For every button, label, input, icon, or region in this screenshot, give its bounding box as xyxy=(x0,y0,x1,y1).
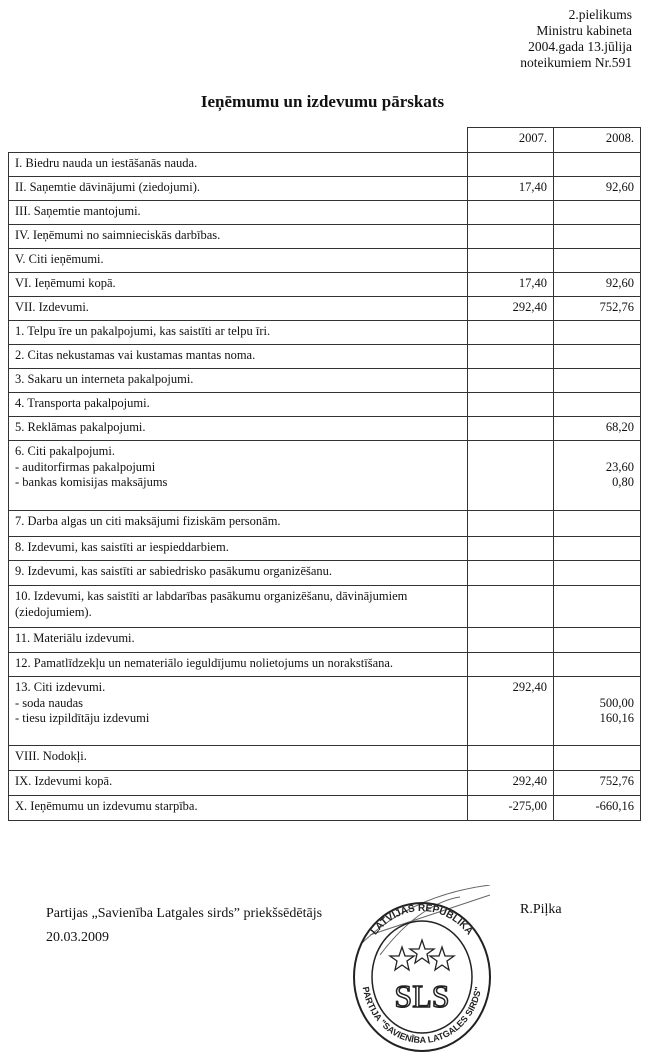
cell-text: 10. Izdevumi, kas saistīti ar labdarības pasākumu organizēšanu, dāvinājumiem (ziedojumiem). xyxy=(15,589,408,619)
cell-text: 68,20 xyxy=(605,420,634,434)
cell-text xyxy=(474,324,547,340)
table-row xyxy=(9,345,641,369)
value-2007 xyxy=(468,297,554,321)
table-row xyxy=(9,561,641,586)
cell-text xyxy=(560,372,634,388)
value-2008 xyxy=(554,225,641,249)
value-2008 xyxy=(554,417,641,441)
value-2007 xyxy=(468,511,554,537)
cell-text: 9. Izdevumi, kas saistīti ar sabiedrisko pasākumu organizēšanu. xyxy=(15,564,333,578)
value-2008 xyxy=(554,586,641,628)
value-2008 xyxy=(554,273,641,297)
cell-text: 500,00 xyxy=(599,695,634,710)
cell-text xyxy=(474,696,547,712)
cell-text xyxy=(474,475,547,491)
cell-text xyxy=(474,514,547,530)
column-2007: 2007. xyxy=(468,128,554,153)
cell-text xyxy=(474,749,547,765)
value-2007 xyxy=(468,537,554,561)
cell-text xyxy=(560,564,634,580)
value-2008 xyxy=(554,153,641,177)
cell-text xyxy=(474,564,547,580)
cell-text xyxy=(560,680,634,696)
value-2007 xyxy=(468,273,554,297)
cell-text: 17,40 xyxy=(518,276,547,290)
table-row xyxy=(9,273,641,297)
signature-block xyxy=(46,902,322,950)
table-row xyxy=(9,393,641,417)
value-2007 xyxy=(468,393,554,417)
cell-text xyxy=(560,656,634,672)
cell-text: - bankas komisijas maksājums xyxy=(15,475,168,489)
cell-text xyxy=(560,396,634,412)
cell-text: - soda naudas xyxy=(15,695,84,710)
value-2008 xyxy=(554,653,641,677)
value-2008 xyxy=(554,511,641,537)
row-label xyxy=(9,201,468,225)
cell-text: 23,60 xyxy=(605,459,634,474)
table-row xyxy=(9,417,641,441)
table-row xyxy=(9,586,641,628)
value-2007 xyxy=(468,628,554,653)
cell-text xyxy=(560,589,634,605)
svg-text:LATVIJAS REPUBLIKA: LATVIJAS REPUBLIKA xyxy=(369,902,475,938)
cell-text xyxy=(474,228,547,244)
cell-text: - tiesu izpildītāju izdevumi xyxy=(15,711,150,725)
table-row xyxy=(9,771,641,796)
row-label xyxy=(9,177,468,201)
row-label xyxy=(9,628,468,653)
table-row xyxy=(9,511,641,537)
table-row xyxy=(9,297,641,321)
value-2007 xyxy=(468,345,554,369)
value-2008 xyxy=(554,771,641,796)
table-row xyxy=(9,653,641,677)
cell-text: 92,60 xyxy=(605,180,634,194)
table-row xyxy=(9,746,641,771)
value-2007 xyxy=(468,653,554,677)
cell-text xyxy=(560,348,634,364)
value-2008 xyxy=(554,537,641,561)
cell-text xyxy=(474,589,547,605)
cell-text xyxy=(560,324,634,340)
table-row xyxy=(9,369,641,393)
value-2007 xyxy=(468,177,554,201)
cell-text xyxy=(474,348,547,364)
cell-text: 2. Citas nekustamas vai kustamas mantas noma. xyxy=(15,348,256,362)
cell-text: 92,60 xyxy=(605,276,634,290)
cell-text: - auditorfirmas pakalpojumi xyxy=(15,459,156,474)
value-2008 xyxy=(554,249,641,273)
cell-text xyxy=(560,228,634,244)
svg-text:PARTIJA "SAVIENĪBA LATGALES SI: PARTIJA "SAVIENĪBA LATGALES SIRDS" xyxy=(360,985,484,1046)
cell-text: 292,40 xyxy=(512,300,547,314)
value-2008 xyxy=(554,796,641,821)
table-row xyxy=(9,321,641,345)
value-2008 xyxy=(554,201,641,225)
report-table xyxy=(8,127,641,821)
cell-text xyxy=(560,749,634,765)
cell-text xyxy=(474,396,547,412)
cell-text: IX. Izdevumi kopā. xyxy=(15,774,113,788)
party-stamp xyxy=(340,885,540,1053)
table-row xyxy=(9,249,641,273)
column-2008: 2008. xyxy=(554,128,641,153)
table-row xyxy=(9,201,641,225)
row-label xyxy=(9,297,468,321)
value-2007 xyxy=(468,771,554,796)
value-2008 xyxy=(554,393,641,417)
cell-text: VIII. Nodokļi. xyxy=(15,749,87,763)
row-label xyxy=(9,153,468,177)
cell-text: 292,40 xyxy=(512,680,547,694)
row-label xyxy=(9,345,468,369)
annex-line: 2004.gada 13.jūlija xyxy=(528,39,632,54)
cell-text xyxy=(474,711,547,727)
row-label xyxy=(9,746,468,771)
cell-text: 0,80 xyxy=(612,475,634,489)
cell-text xyxy=(474,656,547,672)
row-label xyxy=(9,677,468,746)
row-label xyxy=(9,441,468,511)
cell-text: -275,00 xyxy=(508,799,547,813)
value-2007 xyxy=(468,321,554,345)
value-2007 xyxy=(468,153,554,177)
table-row xyxy=(9,177,641,201)
table-row xyxy=(9,441,641,511)
annex-line: noteikumiem Nr.591 xyxy=(520,55,632,70)
value-2008 xyxy=(554,297,641,321)
signature-date: 20.03.2009 xyxy=(46,930,109,945)
value-2008 xyxy=(554,345,641,369)
table-header xyxy=(9,128,641,153)
value-2007 xyxy=(468,249,554,273)
value-2007 xyxy=(468,677,554,746)
row-label xyxy=(9,225,468,249)
cell-text: IV. Ieņēmumi no saimnieciskās darbības. xyxy=(15,228,221,242)
table-row xyxy=(9,153,641,177)
cell-text: 17,40 xyxy=(518,180,547,194)
row-label xyxy=(9,273,468,297)
signatory-name: R.Piļka xyxy=(520,902,562,917)
table-row xyxy=(9,796,641,821)
row-label xyxy=(9,393,468,417)
cell-text: III. Saņemtie mantojumi. xyxy=(15,204,141,218)
cell-text: 12. Pamatlīdzekļu un nemateriālo ieguldījumu nolietojums un norakstīšana. xyxy=(15,656,394,670)
cell-text xyxy=(560,156,634,172)
cell-text xyxy=(560,444,634,460)
cell-text xyxy=(474,420,547,436)
cell-text xyxy=(474,252,547,268)
cell-text: 3. Sakaru un interneta pakalpojumi. xyxy=(15,372,194,386)
cell-text xyxy=(560,631,634,647)
cell-text: 13. Citi izdevumi. xyxy=(15,680,106,694)
value-2007 xyxy=(468,441,554,511)
annex-line: Ministru kabineta xyxy=(536,23,632,38)
row-label xyxy=(9,586,468,628)
cell-text: 11. Materiālu izdevumi. xyxy=(15,631,135,645)
cell-text: 292,40 xyxy=(512,774,547,788)
value-2007 xyxy=(468,561,554,586)
value-2007 xyxy=(468,746,554,771)
cell-text xyxy=(560,204,634,220)
row-label xyxy=(9,796,468,821)
cell-text: 7. Darba algas un citi maksājumi fiziskām personām. xyxy=(15,514,281,528)
cell-text xyxy=(474,460,547,476)
table-row xyxy=(9,225,641,249)
row-label xyxy=(9,511,468,537)
cell-text: 752,76 xyxy=(599,774,634,788)
cell-text: 4. Transporta pakalpojumi. xyxy=(15,396,150,410)
cell-text: -660,16 xyxy=(595,799,634,813)
value-2008 xyxy=(554,369,641,393)
cell-text xyxy=(474,156,547,172)
row-label xyxy=(9,321,468,345)
table-row xyxy=(9,677,641,746)
svg-text:SLS: SLS xyxy=(394,978,450,1014)
value-2007 xyxy=(468,201,554,225)
signatory-role: Partijas „Savienība Latgales sirds” priekšsēdētājs xyxy=(46,906,323,921)
annex-line: 2.pielikums xyxy=(568,7,632,22)
row-label xyxy=(9,653,468,677)
cell-text: 8. Izdevumi, kas saistīti ar iespieddarbiem. xyxy=(15,540,229,554)
stars-icon xyxy=(390,940,454,970)
cell-text xyxy=(474,631,547,647)
cell-text xyxy=(560,514,634,530)
value-2008 xyxy=(554,441,641,511)
cell-text xyxy=(560,252,634,268)
cell-text: 160,16 xyxy=(599,711,634,725)
cell-text: 6. Citi pakalpojumi. xyxy=(15,444,115,458)
value-2007 xyxy=(468,369,554,393)
cell-text xyxy=(474,540,547,556)
row-label xyxy=(9,537,468,561)
cell-text: I. Biedru nauda un iestāšanās nauda. xyxy=(15,156,198,170)
row-label xyxy=(9,249,468,273)
cell-text: VI. Ieņēmumi kopā. xyxy=(15,276,116,290)
value-2008 xyxy=(554,177,641,201)
document-title: Ieņēmumu un izdevumu pārskats xyxy=(200,92,445,111)
cell-text: X. Ieņēmumu un izdevumu starpība. xyxy=(15,799,198,813)
cell-text: II. Saņemtie dāvinājumi (ziedojumi). xyxy=(15,180,201,194)
value-2008 xyxy=(554,746,641,771)
table-row xyxy=(9,537,641,561)
annex-reference xyxy=(520,7,632,71)
table-row xyxy=(9,628,641,653)
row-label xyxy=(9,417,468,441)
value-2007 xyxy=(468,586,554,628)
row-label xyxy=(9,369,468,393)
value-2007 xyxy=(468,225,554,249)
value-2008 xyxy=(554,628,641,653)
row-label xyxy=(9,771,468,796)
cell-text: V. Citi ieņēmumi. xyxy=(15,252,104,266)
value-2008 xyxy=(554,677,641,746)
value-2008 xyxy=(554,561,641,586)
cell-text: 1. Telpu īre un pakalpojumi, kas saistīti ar telpu īri. xyxy=(15,324,271,338)
header-blank xyxy=(9,128,468,153)
cell-text: VII. Izdevumi. xyxy=(15,300,89,314)
cell-text xyxy=(560,540,634,556)
cell-text: 5. Reklāmas pakalpojumi. xyxy=(15,420,146,434)
cell-text xyxy=(474,444,547,460)
value-2008 xyxy=(554,321,641,345)
value-2007 xyxy=(468,796,554,821)
value-2007 xyxy=(468,417,554,441)
cell-text xyxy=(474,372,547,388)
cell-text xyxy=(474,204,547,220)
cell-text: 752,76 xyxy=(599,300,634,314)
row-label xyxy=(9,561,468,586)
